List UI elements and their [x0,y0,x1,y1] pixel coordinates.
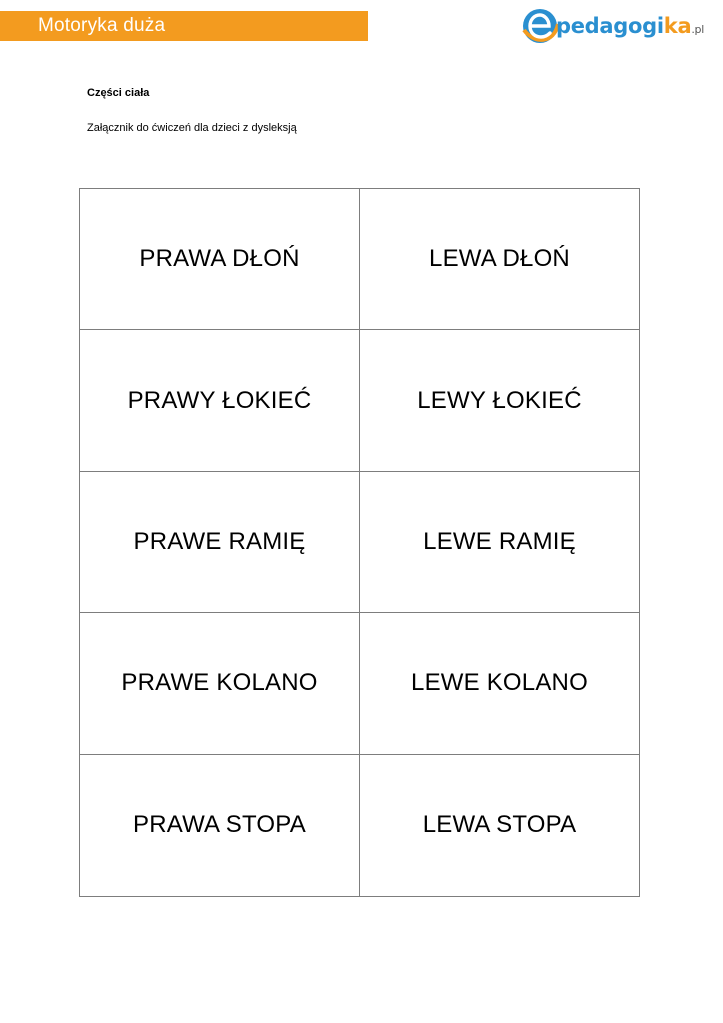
card-left-shoulder: LEWE RAMIĘ [360,472,639,613]
card-left-foot: LEWA STOPA [422,811,577,839]
header-banner [0,11,368,41]
banner-title: Motoryka duża [38,15,166,36]
body-parts-card-grid [79,188,640,897]
epedagogika-logo [520,6,710,46]
card-left-palm: LEWA DŁOŃ [360,189,639,330]
card-right-foot: PRAWA STOPA [80,755,360,896]
e-letter-logo-icon [520,6,560,46]
logo-text-c: ka [663,14,692,38]
card-left-elbow: LEWY ŁOKIEĆ [360,330,639,471]
card-right-knee: PRAWE KOLANO [80,613,360,754]
card-left-knee: LEWE KOLANO [360,613,639,754]
document-subtitle: Załącznik do ćwiczeń dla dzieci z dysleksją [87,122,297,134]
document-title: Części ciała [87,87,150,99]
logo-text [556,14,704,38]
logo-text-d: .pl [691,23,704,36]
logo-text-a: pedagogi [556,14,664,38]
card-right-elbow: PRAWY ŁOKIEĆ [80,330,360,471]
card-right-palm: PRAWA DŁOŃ [80,189,360,330]
card-right-shoulder: PRAWE RAMIĘ [80,472,360,613]
